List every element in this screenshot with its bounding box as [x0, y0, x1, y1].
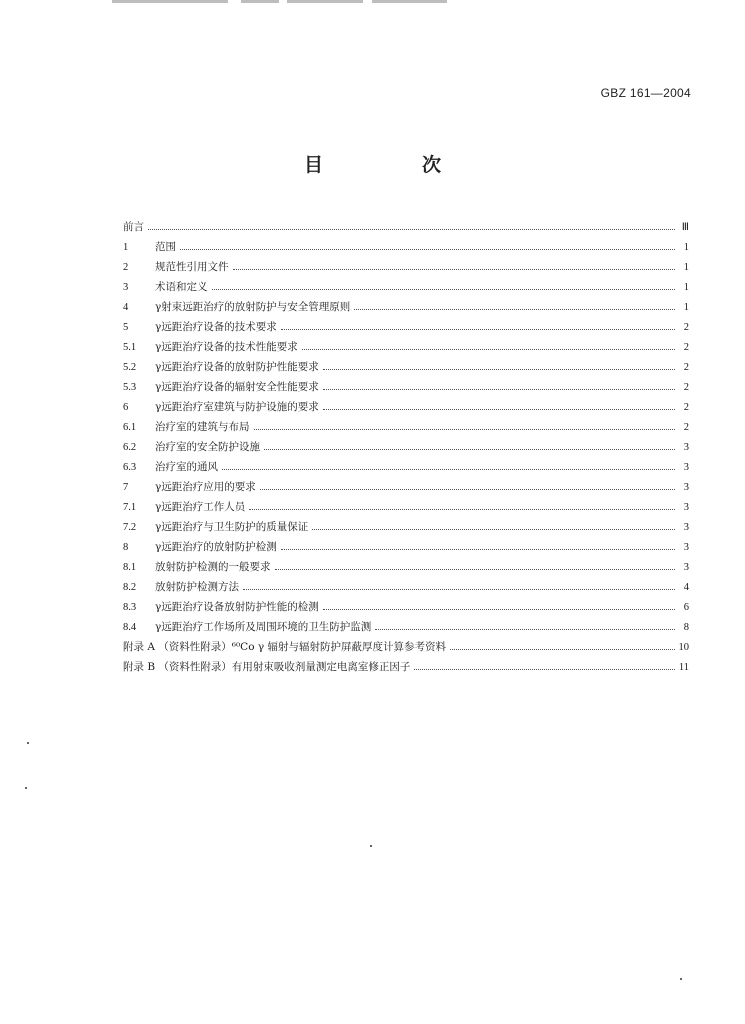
- toc-entry[interactable]: [123, 339, 689, 359]
- toc-entry-number: 7: [123, 482, 129, 493]
- toc-entry-title: 附录 B （资料性附录）有用射束吸收剂量测定电离室修正因子: [123, 661, 411, 673]
- toc-entry[interactable]: [123, 419, 689, 439]
- toc-entry-number: 8.1: [123, 562, 137, 573]
- toc-entry-title: 治疗室的建筑与布局: [155, 421, 250, 433]
- toc-entry[interactable]: [123, 399, 689, 419]
- toc-dot-leader: [302, 349, 675, 350]
- toc-entry-page: 3: [683, 442, 689, 453]
- toc-dot-leader: [375, 629, 675, 630]
- toc-entry-title: γ远距治疗设备的辐射安全性能要求: [155, 381, 319, 393]
- toc-entry-number: 5.3: [123, 382, 137, 393]
- toc-entry-number: 6: [123, 402, 129, 413]
- toc-dot-leader: [243, 589, 675, 590]
- toc-entry-title: 放射防护检测的一般要求: [155, 561, 271, 573]
- toc-entry-page: 2: [683, 422, 689, 433]
- toc-dot-leader: [323, 409, 675, 410]
- toc-entry-page: 4: [683, 582, 689, 593]
- toc-entry-title: γ远距治疗设备放射防护性能的检测: [155, 601, 319, 613]
- toc-entry-page: 3: [683, 482, 689, 493]
- scan-speck: [27, 742, 29, 744]
- scan-artifact-bar: [112, 0, 228, 3]
- toc-entry-title: 附录 A （资料性附录）⁶⁰Co γ 辐射与辐射防护屏蔽厚度计算参考资料: [123, 641, 446, 653]
- toc-dot-leader: [281, 549, 675, 550]
- toc-entry-number: 2: [123, 262, 129, 273]
- toc-entry-page: 2: [683, 402, 689, 413]
- toc-entry-page: 3: [683, 562, 689, 573]
- toc-entry[interactable]: [123, 559, 689, 579]
- toc-entry-number: 7.1: [123, 502, 137, 513]
- toc-entry-page: 3: [683, 502, 689, 513]
- toc-entry-title: γ远距治疗室建筑与防护设施的要求: [155, 401, 319, 413]
- scan-artifact-bar: [287, 0, 363, 3]
- toc-entry-title: γ远距治疗设备的技术性能要求: [155, 341, 298, 353]
- toc-dot-leader: [222, 469, 675, 470]
- scan-speck: [25, 787, 27, 789]
- toc-entry-title: 治疗室的安全防护设施: [155, 441, 260, 453]
- table-of-contents: [123, 219, 689, 679]
- toc-entry-number: 8: [123, 542, 129, 553]
- toc-entry-page: 10: [678, 642, 689, 653]
- toc-entry-page: 2: [683, 342, 689, 353]
- toc-entry[interactable]: [123, 259, 689, 279]
- toc-entry-number: 5.2: [123, 362, 137, 373]
- toc-entry[interactable]: [123, 359, 689, 379]
- toc-entry-page: 3: [683, 542, 689, 553]
- toc-entry[interactable]: [123, 239, 689, 259]
- scan-speck: [370, 845, 372, 847]
- toc-entry-title: 放射防护检测方法: [155, 581, 239, 593]
- toc-dot-leader: [323, 389, 675, 390]
- toc-entry-number: 8.3: [123, 602, 137, 613]
- toc-entry-page: 1: [683, 262, 689, 273]
- toc-entry[interactable]: [123, 579, 689, 599]
- toc-entry[interactable]: [123, 219, 689, 239]
- toc-entry-page: 8: [683, 622, 689, 633]
- toc-entry[interactable]: [123, 619, 689, 639]
- toc-dot-leader: [233, 269, 676, 270]
- toc-entry-title: 前言: [123, 221, 144, 233]
- toc-entry-title: 规范性引用文件: [155, 261, 229, 273]
- toc-entry-title: 范围: [155, 241, 176, 253]
- toc-entry-page: 2: [683, 322, 689, 333]
- toc-entry-title: γ远距治疗设备的技术要求: [155, 321, 277, 333]
- toc-entry-title: γ远距治疗设备的放射防护性能要求: [155, 361, 319, 373]
- toc-entry-number: 6.2: [123, 442, 137, 453]
- toc-entry[interactable]: [123, 279, 689, 299]
- toc-dot-leader: [281, 329, 675, 330]
- toc-dot-leader: [254, 429, 676, 430]
- toc-dot-leader: [212, 289, 676, 290]
- toc-entry-page: 11: [678, 662, 689, 673]
- toc-entry-number: 1: [123, 242, 129, 253]
- toc-entry-title: γ射束远距治疗的放射防护与安全管理原则: [155, 301, 351, 313]
- toc-dot-leader: [148, 229, 675, 230]
- toc-entry[interactable]: [123, 539, 689, 559]
- toc-dot-leader: [323, 369, 675, 370]
- toc-entry[interactable]: [123, 659, 689, 679]
- toc-entry-page: 6: [683, 602, 689, 613]
- toc-entry[interactable]: [123, 599, 689, 619]
- scan-artifact-bar: [241, 0, 279, 3]
- toc-entry-title: γ远距治疗与卫生防护的质量保证: [155, 521, 309, 533]
- toc-entry-title: 治疗室的通风: [155, 461, 218, 473]
- toc-entry-number: 8.2: [123, 582, 137, 593]
- toc-entry[interactable]: [123, 639, 689, 659]
- toc-entry-page: 3: [683, 462, 689, 473]
- toc-dot-leader: [312, 529, 675, 530]
- scan-speck: [680, 978, 682, 980]
- toc-entry-page: 3: [683, 522, 689, 533]
- toc-entry-number: 4: [123, 302, 129, 313]
- toc-dot-leader: [249, 509, 675, 510]
- toc-entry-title: γ远距治疗工作人员: [155, 501, 246, 513]
- toc-entry-number: 6.3: [123, 462, 137, 473]
- toc-dot-leader: [450, 649, 675, 650]
- standard-code: GBZ 161—2004: [600, 86, 691, 100]
- toc-entry-page: 2: [683, 362, 689, 373]
- toc-entry-number: 8.4: [123, 622, 137, 633]
- toc-entry[interactable]: [123, 519, 689, 539]
- toc-entry[interactable]: [123, 319, 689, 339]
- toc-entry[interactable]: [123, 439, 689, 459]
- toc-dot-leader: [414, 669, 674, 670]
- toc-entry-page: 1: [683, 282, 689, 293]
- toc-entry-title: γ远距治疗的放射防护检测: [155, 541, 277, 553]
- toc-entry[interactable]: [123, 379, 689, 399]
- toc-entry-number: 5: [123, 322, 129, 333]
- toc-entry-title: 术语和定义: [155, 281, 208, 293]
- toc-entry-number: 3: [123, 282, 129, 293]
- toc-dot-leader: [260, 489, 675, 490]
- toc-entry-number: 6.1: [123, 422, 137, 433]
- toc-dot-leader: [180, 249, 675, 250]
- toc-entry-number: 7.2: [123, 522, 137, 533]
- toc-entry-title: γ远距治疗工作场所及周围环境的卫生防护监测: [155, 621, 372, 633]
- toc-dot-leader: [275, 569, 676, 570]
- scan-artifact-bar: [372, 0, 447, 3]
- toc-entry-page: 1: [683, 242, 689, 253]
- page-title: 目 次: [303, 154, 481, 176]
- toc-dot-leader: [354, 309, 675, 310]
- toc-entry[interactable]: [123, 479, 689, 499]
- toc-entry-number: 5.1: [123, 342, 137, 353]
- toc-entry-title: γ远距治疗应用的要求: [155, 481, 256, 493]
- toc-entry-page: 1: [683, 302, 689, 313]
- toc-entry[interactable]: [123, 459, 689, 479]
- toc-entry-page: 2: [683, 382, 689, 393]
- toc-entry[interactable]: [123, 499, 689, 519]
- toc-entry-page: Ⅲ: [681, 222, 689, 233]
- toc-dot-leader: [323, 609, 675, 610]
- toc-dot-leader: [264, 449, 675, 450]
- toc-entry[interactable]: [123, 299, 689, 319]
